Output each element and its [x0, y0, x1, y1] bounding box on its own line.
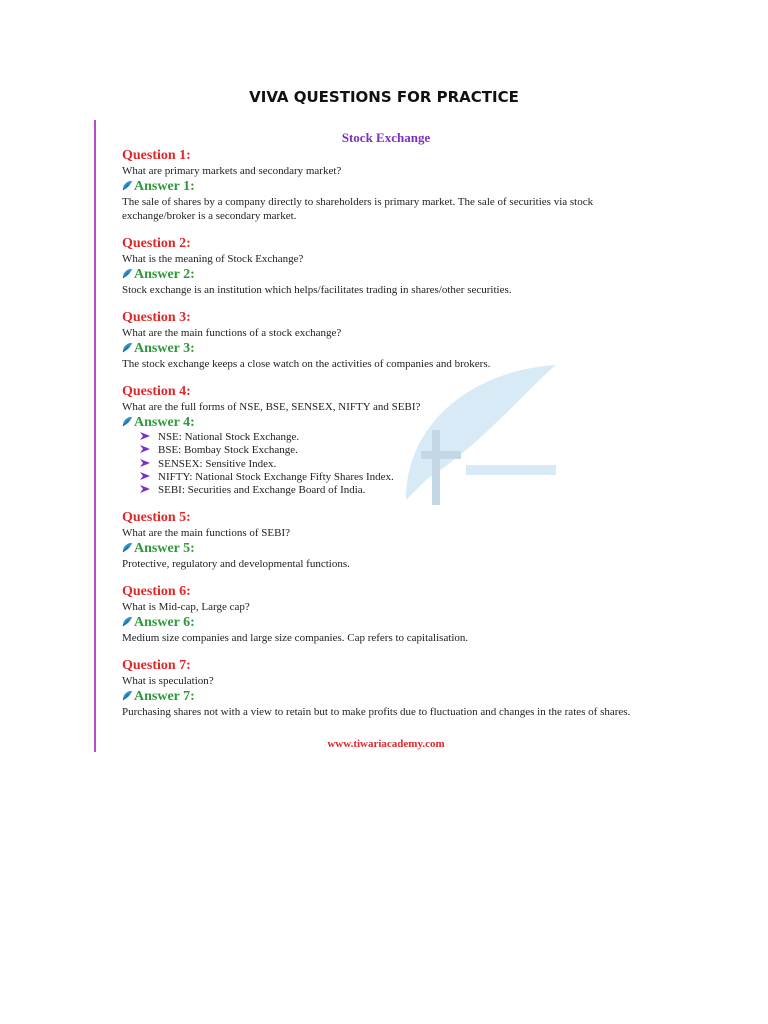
answer-list-item-text: NIFTY: National Stock Exchange Fifty Shares Index.: [158, 470, 394, 483]
answer-text: The sale of shares by a company directly to shareholders is primary market. The sale of securities via stock exchange/broker is a secondary market.: [122, 196, 594, 222]
question-text: What are the full forms of NSE, BSE, SENSEX, NIFTY and SEBI?: [122, 401, 421, 413]
question-text: What are the main functions of a stock exchange?: [122, 327, 342, 339]
subject-heading: Stock Exchange: [341, 130, 431, 145]
answer-list-item-text: NSE: National Stock Exchange.: [158, 431, 300, 443]
leaf-icon: [122, 615, 133, 626]
qa-block: [122, 584, 662, 645]
question-text: What is speculation?: [122, 675, 214, 688]
website-link[interactable]: www.tiwariacademy.com: [327, 738, 445, 750]
leaf-icon: [122, 179, 133, 190]
leaf-icon: [122, 341, 133, 352]
answer-label: Answer 4:: [134, 415, 195, 430]
qa-block: [122, 384, 662, 497]
answer-list-item: [140, 471, 662, 484]
answer-text: Protective, regulatory and developmental functions.: [122, 558, 350, 571]
question-label: Question 3:: [122, 310, 191, 325]
answer-list-item: [140, 458, 662, 471]
document-title: VIVA QUESTIONS FOR PRACTICE: [249, 88, 519, 106]
question-label: Question 6:: [122, 584, 191, 600]
qa-block: [122, 148, 662, 223]
arrow-bullet-icon: [140, 484, 150, 492]
leaf-icon: [122, 541, 133, 552]
answer-text: Purchasing shares not with a view to retain but to make profits due to fluctuation and changes in the rates of shares.: [122, 706, 631, 719]
answer-list-item: [140, 484, 662, 497]
question-label: Question 7:: [122, 658, 191, 674]
question-label: Question 4:: [122, 384, 191, 399]
qa-block: [122, 658, 662, 719]
answer-list-item-text: SENSEX: Sensitive Index.: [158, 457, 277, 470]
answer-label: Answer 1:: [134, 179, 195, 194]
question-text: What are the main functions of SEBI?: [122, 527, 291, 540]
leaf-icon: [122, 267, 133, 278]
question-label: Question 1:: [122, 148, 191, 163]
answer-list-item-text: SEBI: Securities and Exchange Board of India.: [158, 484, 366, 497]
qa-list: [122, 148, 662, 732]
scanned-worksheet: [94, 120, 676, 752]
qa-block: [122, 510, 662, 571]
answer-label: Answer 5:: [134, 541, 195, 557]
question-text: What are primary markets and secondary market?: [122, 165, 342, 177]
answer-list: [122, 431, 662, 497]
answer-list-item: [140, 431, 662, 444]
arrow-bullet-icon: [140, 471, 150, 479]
arrow-bullet-icon: [140, 431, 150, 439]
answer-list-item: [140, 444, 662, 457]
qa-block: [122, 310, 662, 371]
question-label: Question 2:: [122, 236, 191, 251]
question-text: What is the meaning of Stock Exchange?: [122, 253, 304, 265]
answer-text: The stock exchange keeps a close watch on the activities of companies and brokers.: [122, 358, 491, 370]
answer-label: Answer 6:: [134, 615, 195, 631]
answer-label: Answer 2:: [134, 267, 195, 282]
answer-list-item-text: BSE: Bombay Stock Exchange.: [158, 444, 298, 457]
arrow-bullet-icon: [140, 444, 150, 452]
question-label: Question 5:: [122, 510, 191, 526]
leaf-icon: [122, 689, 133, 700]
answer-text: Stock exchange is an institution which helps/facilitates trading in shares/other securities.: [122, 284, 512, 296]
question-text: What is Mid-cap, Large cap?: [122, 601, 250, 614]
answer-text: Medium size companies and large size companies. Cap refers to capitalisation.: [122, 632, 469, 645]
qa-block: [122, 236, 662, 297]
arrow-bullet-icon: [140, 458, 150, 466]
answer-label: Answer 3:: [134, 341, 195, 356]
answer-label: Answer 7:: [134, 689, 195, 705]
leaf-icon: [122, 415, 133, 426]
